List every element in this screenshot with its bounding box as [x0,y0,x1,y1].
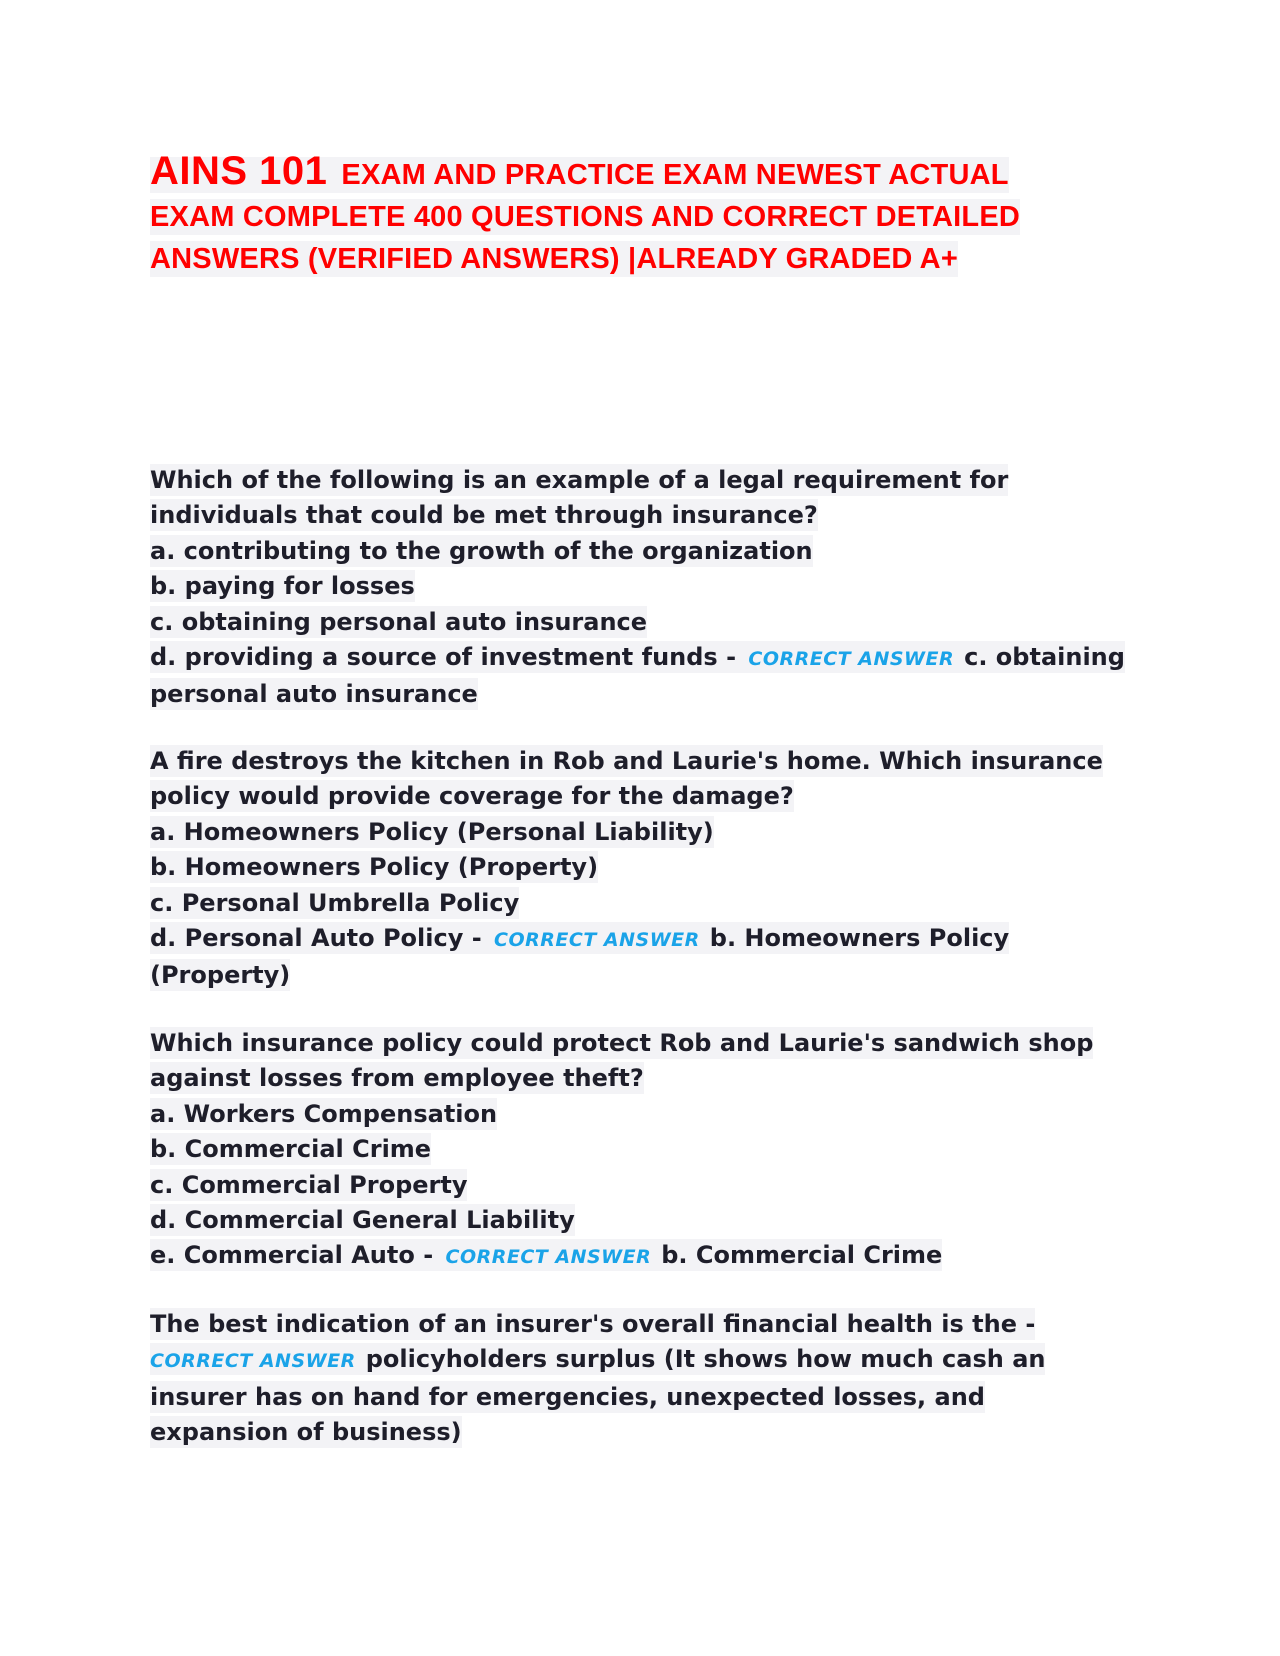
document-title [150,150,1140,280]
answer-text: b. Homeowners Policy [709,924,1010,953]
answer-text-continued: insurer has on hand for emergencies, unexpected losses, and [150,1382,985,1411]
option-b: b. paying for losses [150,572,415,601]
question-block-3 [150,1026,1140,1276]
option-c: c. Personal Umbrella Policy [150,888,520,917]
correct-answer-label: CORRECT ANSWER [445,1246,652,1269]
answer-text: b. Commercial Crime [661,1241,943,1270]
question-text-line: Which of the following is an example of a legal requirement for [150,466,1009,494]
question-block-1 [150,463,1140,713]
question-block-2 [150,744,1140,994]
correct-answer-label: CORRECT ANSWER [748,648,955,671]
title-line-3: ANSWERS (VERIFIED ANSWERS) |ALREADY GRADED A+ [150,243,958,275]
question-text-line: policy would provide coverage for the damage? [150,782,794,811]
question-text-line: A fire destroys the kitchen in Rob and Laurie's home. Which insurance [150,747,1103,775]
answer-text-continued: personal auto insurance [150,680,478,709]
option-d: d. Commercial General Liability [150,1206,575,1235]
option-a: a. Homeowners Policy (Personal Liability) [150,817,714,846]
option-d: d. providing a source of investment funds - [150,643,737,672]
option-d: d. Personal Auto Policy - [150,924,482,953]
question-text-line: individuals that could be met through insurance? [150,501,818,530]
answer-text-continued: (Property) [150,961,291,990]
option-c: c. obtaining personal auto insurance [150,607,648,636]
question-block-4 [150,1307,1140,1451]
option-e: e. Commercial Auto - [150,1241,434,1270]
question-text-line: Which insurance policy could protect Rob and Laurie's sandwich shop [150,1029,1094,1057]
option-b: b. Commercial Crime [150,1135,432,1164]
correct-answer-label: CORRECT ANSWER [494,929,700,952]
answer-text: c. obtaining [964,643,1125,672]
answer-text: policyholders surplus (It shows how much cash an [365,1345,1046,1374]
course-code: AINS 101 [150,149,328,193]
question-text-line: The best indication of an insurer's overall financial health is the - [150,1310,1036,1338]
title-line-1: EXAM AND PRACTICE EXAM NEWEST ACTUAL [341,159,1009,191]
title-line-2: EXAM COMPLETE 400 QUESTIONS AND CORRECT DETAILED [150,201,1021,233]
answer-text-continued: expansion of business) [150,1418,462,1447]
correct-answer-label: CORRECT ANSWER [150,1350,356,1373]
option-b: b. Homeowners Policy (Property) [150,853,599,882]
option-a: a. contributing to the growth of the organization [150,536,813,565]
question-text-line: against losses from employee theft? [150,1064,644,1093]
option-c: c. Commercial Property [150,1170,468,1199]
option-a: a. Workers Compensation [150,1099,498,1128]
